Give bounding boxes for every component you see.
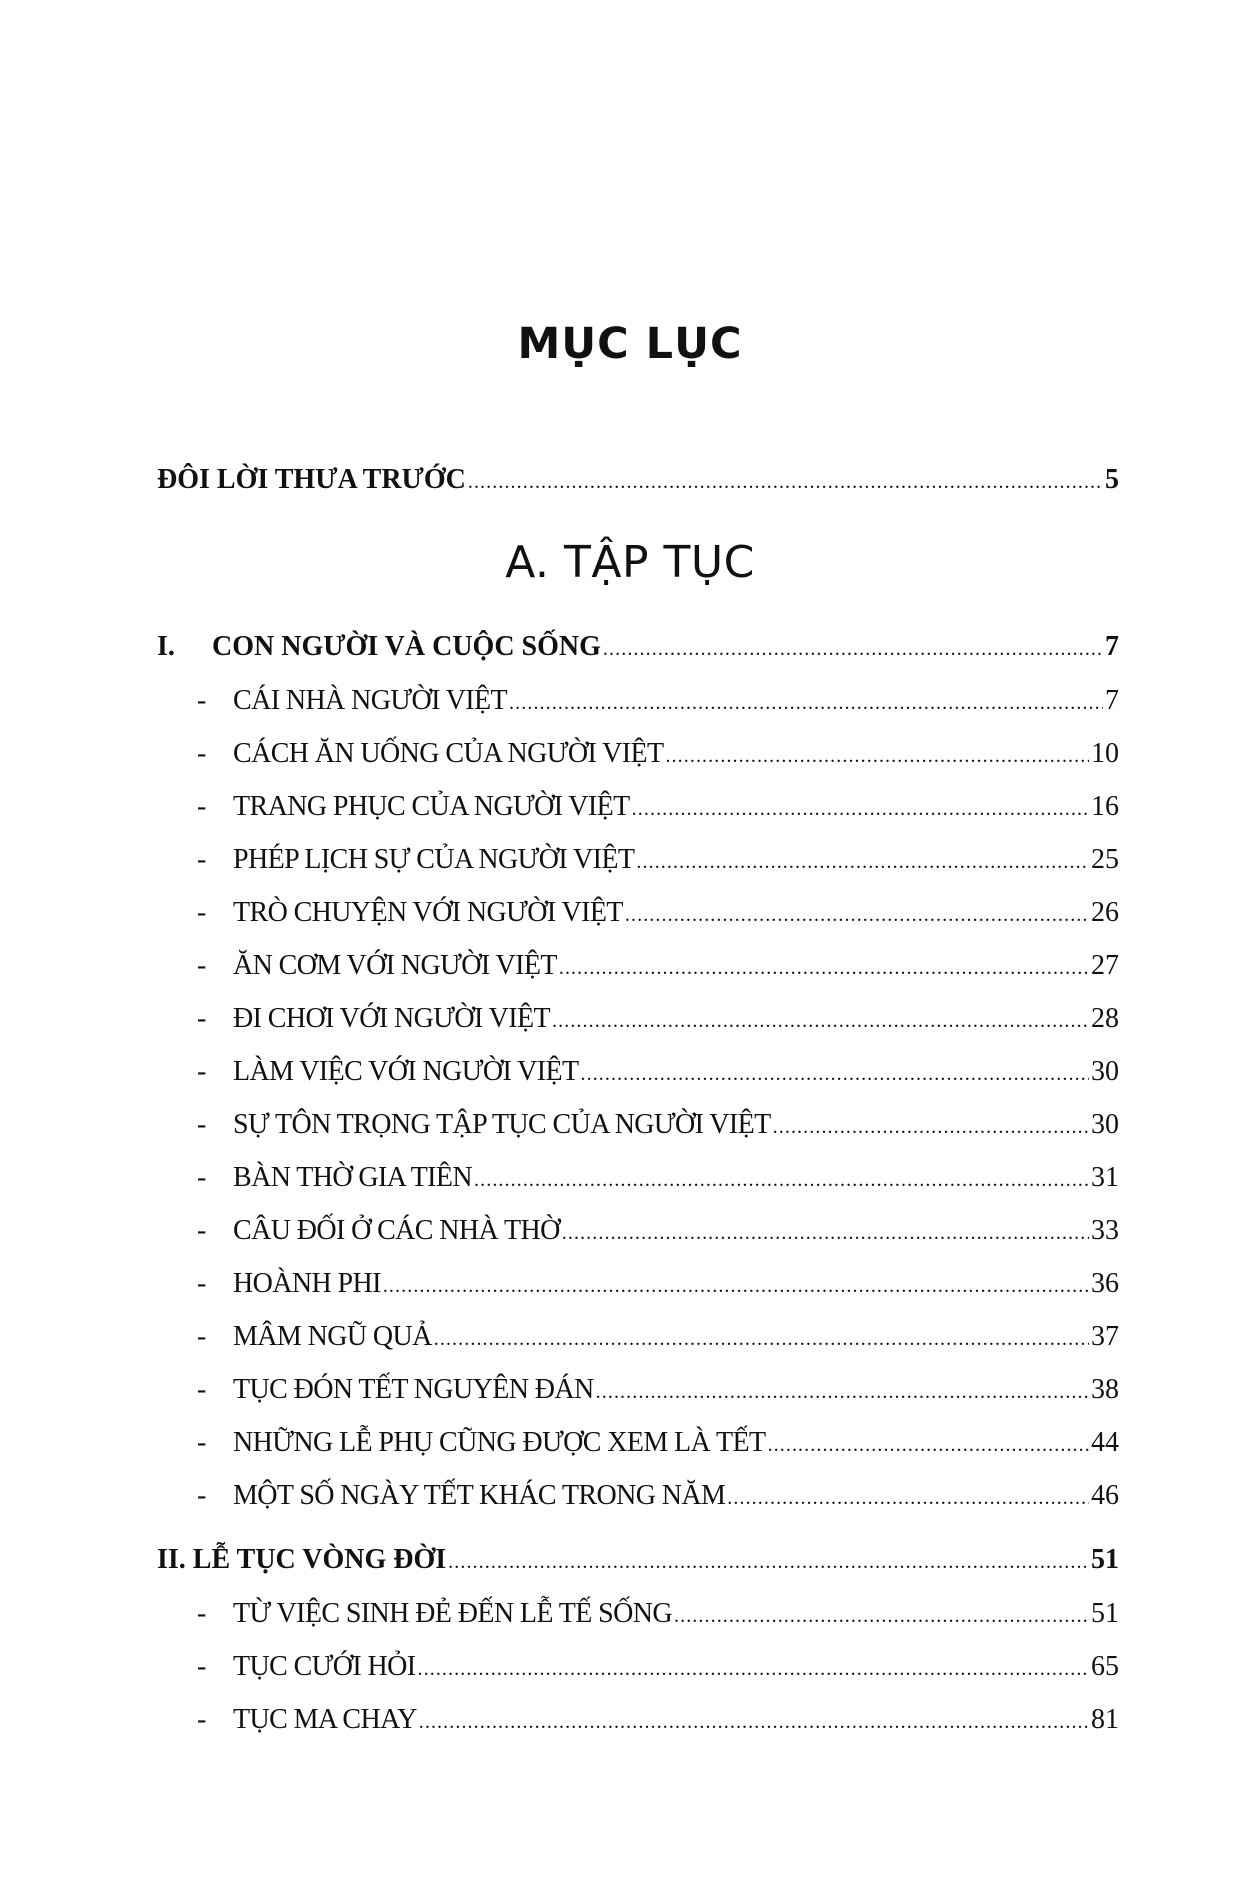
toc-entry[interactable] xyxy=(157,734,1119,774)
dot-leader xyxy=(596,1372,1089,1412)
toc-entry[interactable] xyxy=(157,1052,1119,1092)
toc-entry[interactable] xyxy=(157,1105,1119,1145)
toc-entry-label: BÀN THỜ GIA TIÊN xyxy=(233,1162,473,1193)
toc-entry-label: TỤC MA CHAY xyxy=(233,1704,417,1735)
toc-entry-label: CÁI NHÀ NGƯỜI VIỆT xyxy=(233,685,508,716)
toc-entry-page: 46 xyxy=(1091,1480,1119,1511)
list-dash: - xyxy=(197,1704,207,1735)
dot-leader xyxy=(580,1054,1089,1094)
list-dash: - xyxy=(197,1598,207,1629)
toc-entry[interactable] xyxy=(157,1264,1119,1304)
dot-leader xyxy=(562,1213,1089,1253)
section-heading-a: A. TẬP TỤC xyxy=(505,537,755,588)
list-dash: - xyxy=(197,1480,207,1511)
list-dash: - xyxy=(197,791,207,822)
dot-leader xyxy=(552,1001,1089,1041)
dot-leader xyxy=(383,1266,1089,1306)
toc-entry[interactable] xyxy=(157,1158,1119,1198)
dot-leader xyxy=(632,789,1089,829)
toc-entry-label: CON NGƯỜI VÀ CUỘC SỐNG xyxy=(212,631,601,662)
toc-entry[interactable] xyxy=(157,1647,1119,1687)
toc-entry-page: 51 xyxy=(1091,1544,1119,1575)
toc-entry-page: 51 xyxy=(1091,1598,1119,1629)
toc-entry[interactable] xyxy=(157,999,1119,1039)
toc-chapter-2[interactable] xyxy=(157,1540,1119,1580)
dot-leader xyxy=(603,629,1103,669)
toc-entry[interactable] xyxy=(157,787,1119,827)
toc-entry-label: HOÀNH PHI xyxy=(233,1268,381,1299)
toc-entry[interactable] xyxy=(157,893,1119,933)
dot-leader xyxy=(674,1596,1089,1636)
list-dash: - xyxy=(197,1374,207,1405)
toc-entry-label: LÀM VIỆC VỚI NGƯỜI VIỆT xyxy=(233,1056,579,1087)
list-dash: - xyxy=(197,1268,207,1299)
list-dash: - xyxy=(197,1427,207,1458)
list-dash: - xyxy=(197,1215,207,1246)
list-dash: - xyxy=(197,685,207,716)
dot-leader xyxy=(625,895,1089,935)
toc-entry-label: CÂU ĐỐI Ở CÁC NHÀ THỜ xyxy=(233,1215,560,1246)
toc-entry-label: NHỮNG LỄ PHỤ CŨNG ĐƯỢC XEM LÀ TẾT xyxy=(233,1427,766,1458)
toc-entry-label: MÂM NGŨ QUẢ xyxy=(233,1321,432,1352)
toc-entry-label: PHÉP LỊCH SỰ CỦA NGƯỜI VIỆT xyxy=(233,844,635,875)
list-dash: - xyxy=(197,738,207,769)
toc-chapter-1[interactable] xyxy=(157,627,1119,667)
list-dash: - xyxy=(197,1109,207,1140)
toc-entry-page: 5 xyxy=(1105,464,1119,495)
dot-leader xyxy=(434,1319,1089,1359)
toc-entry-page: 25 xyxy=(1091,844,1119,875)
toc-entry-page: 65 xyxy=(1091,1651,1119,1682)
toc-entry-label: ĐÔI LỜI THƯA TRƯỚC xyxy=(157,464,466,495)
toc-entry-page: 30 xyxy=(1091,1109,1119,1140)
toc-entry-page: 7 xyxy=(1105,631,1119,662)
toc-entry-label: ĂN CƠM VỚI NGƯỜI VIỆT xyxy=(233,950,557,981)
dot-leader xyxy=(509,683,1103,723)
dot-leader xyxy=(468,462,1103,502)
list-dash: - xyxy=(197,1003,207,1034)
toc-entry-page: 38 xyxy=(1091,1374,1119,1405)
toc-entry-label: TỤC CƯỚI HỎI xyxy=(233,1651,416,1682)
toc-entry[interactable] xyxy=(157,946,1119,986)
toc-entry[interactable] xyxy=(157,1594,1119,1634)
toc-entry-label: MỘT SỐ NGÀY TẾT KHÁC TRONG NĂM xyxy=(233,1480,726,1511)
list-dash: - xyxy=(197,950,207,981)
toc-entry-page: 33 xyxy=(1091,1215,1119,1246)
toc-entry-label: CÁCH ĂN UỐNG CỦA NGƯỜI VIỆT xyxy=(233,738,664,769)
toc-entry-page: 28 xyxy=(1091,1003,1119,1034)
page-title: MỤC LỤC xyxy=(517,319,743,369)
toc-entry-page: 31 xyxy=(1091,1162,1119,1193)
toc-entry-page: 81 xyxy=(1091,1704,1119,1735)
toc-entry[interactable] xyxy=(157,1317,1119,1357)
list-dash: - xyxy=(197,1056,207,1087)
toc-entry[interactable] xyxy=(157,1476,1119,1516)
toc-entry[interactable] xyxy=(157,840,1119,880)
list-dash: - xyxy=(197,844,207,875)
dot-leader xyxy=(418,1649,1089,1689)
list-dash: - xyxy=(197,897,207,928)
list-dash: - xyxy=(197,1651,207,1682)
toc-entry[interactable] xyxy=(157,1211,1119,1251)
toc-entry-label: SỰ TÔN TRỌNG TẬP TỤC CỦA NGƯỜI VIỆT xyxy=(233,1109,771,1140)
dot-leader xyxy=(448,1542,1089,1582)
dot-leader xyxy=(559,948,1089,988)
toc-entry[interactable] xyxy=(157,1423,1119,1463)
dot-leader xyxy=(419,1702,1089,1742)
dot-leader xyxy=(474,1160,1089,1200)
toc-entry-page: 36 xyxy=(1091,1268,1119,1299)
toc-entry[interactable] xyxy=(157,1700,1119,1740)
toc-entry-label: II. LỄ TỤC VÒNG ĐỜI xyxy=(157,1544,447,1575)
dot-leader xyxy=(773,1107,1089,1147)
toc-entry-page: 10 xyxy=(1091,738,1119,769)
dot-leader xyxy=(768,1425,1089,1465)
toc-entry-page: 37 xyxy=(1091,1321,1119,1352)
list-dash: - xyxy=(197,1321,207,1352)
dot-leader xyxy=(727,1478,1089,1518)
toc-entry-label: TỪ VIỆC SINH ĐẺ ĐẾN LỄ TẾ SỐNG xyxy=(233,1598,672,1629)
toc-entry-label: TRANG PHỤC CỦA NGƯỜI VIỆT xyxy=(233,791,630,822)
toc-entry-label: TRÒ CHUYỆN VỚI NGƯỜI VIỆT xyxy=(233,897,623,928)
toc-entry[interactable] xyxy=(157,681,1119,721)
toc-entry-page: 44 xyxy=(1091,1427,1119,1458)
dot-leader xyxy=(636,842,1089,882)
toc-entry-page: 16 xyxy=(1091,791,1119,822)
chapter-numeral: I. xyxy=(157,631,175,662)
toc-entry-page: 7 xyxy=(1105,685,1119,716)
toc-entry-page: 26 xyxy=(1091,897,1119,928)
toc-entry-label: TỤC ĐÓN TẾT NGUYÊN ĐÁN xyxy=(233,1374,594,1405)
toc-entry-page: 30 xyxy=(1091,1056,1119,1087)
list-dash: - xyxy=(197,1162,207,1193)
toc-entry-page: 27 xyxy=(1091,950,1119,981)
toc-entry-preface[interactable] xyxy=(157,460,1119,500)
toc-entry[interactable] xyxy=(157,1370,1119,1410)
dot-leader xyxy=(665,736,1089,776)
toc-entry-label: ĐI CHƠI VỚI NGƯỜI VIỆT xyxy=(233,1003,551,1034)
